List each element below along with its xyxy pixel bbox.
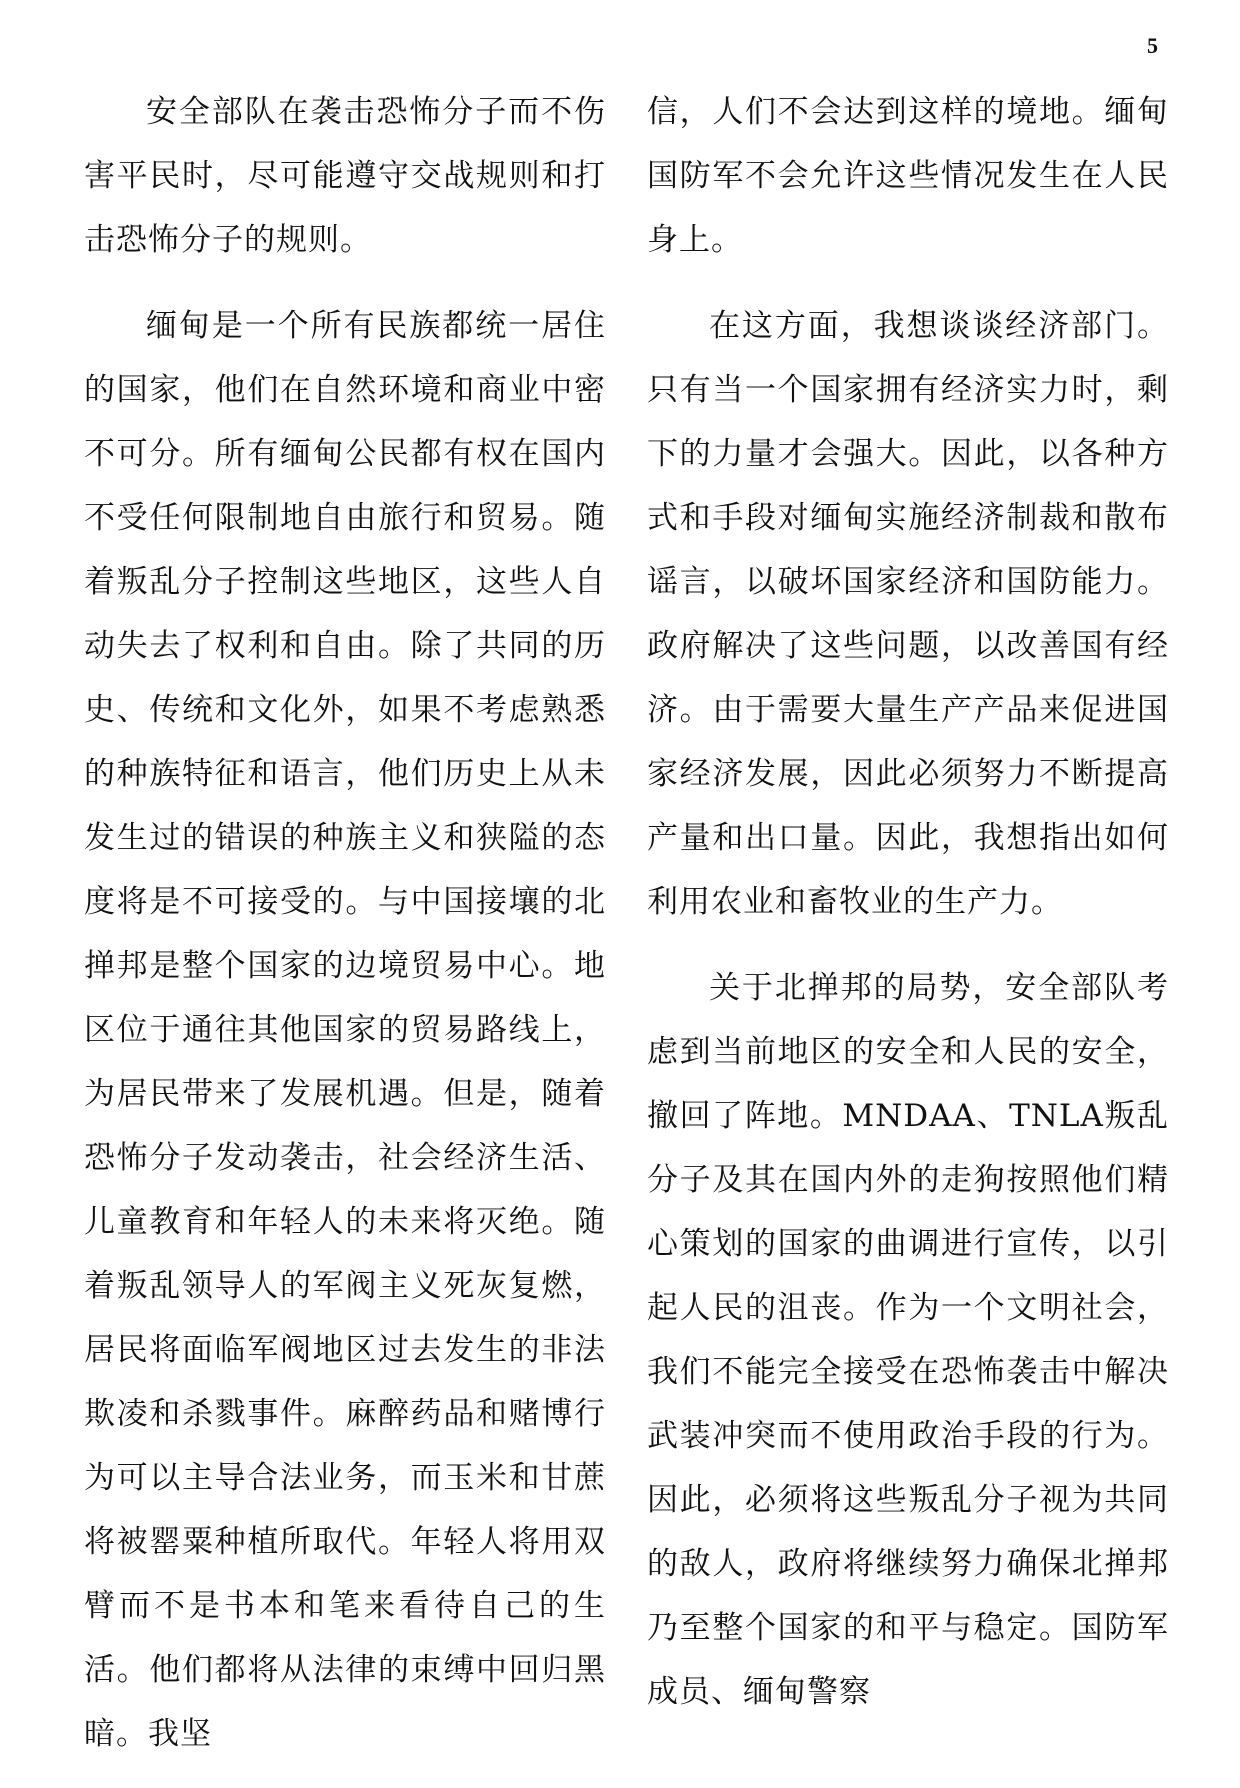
paragraph-economic-sector: 在这方面，我想谈谈经济部门。只有当一个国家拥有经济实力时，剩下的力量才会强大。因此，以各种方式和手段对缅甸实施经济制裁和散布谣言，以破坏国家经济和国防能力。政府解决了这些问题，以改善国有经济。由于需要大量生产产品来促进国家经济发展，因此必须努力不断提高产量和出口量。因此，我想指出如何利用农业和畜牧业的生产力。 [647,308,1169,920]
page-number: 5 [1147,33,1158,58]
paragraph-security-forces: 安全部队在袭击恐怖分子而不伤害平民时，尽可能遵守交战规则和打击恐怖分子的规则。 [84,94,606,258]
paragraph-continued: 信，人们不会达到这样的境地。缅甸国防军不会允许这些情况发生在人民身上。 [647,94,1169,258]
paragraph-northern-shan-situation: 关于北掸邦的局势，安全部队考虑到当前地区的安全和人民的安全，撤回了阵地。MNDAA、TNLA叛乱分子及其在国内外的走狗按照他们精心策划的国家的曲调进行宣传，以引起人民的沮丧。作为一个文明社会，我们不能完全接受在恐怖袭击中解决武装冲突而不使用政治手段的行为。因此，必须将这些叛乱分子视为共同的敌人，政府将继续努力确保北掸邦乃至整个国家的和平与稳定。国防军成员、缅甸警察 [647,970,1169,1710]
paragraph-myanmar-ethnic-unity: 缅甸是一个所有民族都统一居住的国家，他们在自然环境和商业中密不可分。所有缅甸公民都有权在国内不受任何限制地自由旅行和贸易。随着叛乱分子控制这些地区，这些人自动失去了权利和自由。除了共同的历史、传统和文化外，如果不考虑熟悉的种族特征和语言，他们历史上从未发生过的错误的种族主义和狭隘的态度将是不可接受的。与中国接壤的北掸邦是整个国家的边境贸易中心。地区位于通往其他国家的贸易路线上，为居民带来了发展机遇。但是，随着恐怖分子发动袭击，社会经济生活、儿童教育和年轻人的未来将灭绝。随着叛乱领导人的军阀主义死灰复燃，居民将面临军阀地区过去发生的非法欺凌和杀戮事件。麻醉药品和赌博行为可以主导合法业务，而玉米和甘蔗将被罂粟种植所取代。年轻人将用双臂而不是书本和笔来看待自己的生活。他们都将从法律的束缚中回归黑暗。我坚 [84,308,606,1752]
left-column [84,80,606,1788]
right-column [647,80,1169,1746]
